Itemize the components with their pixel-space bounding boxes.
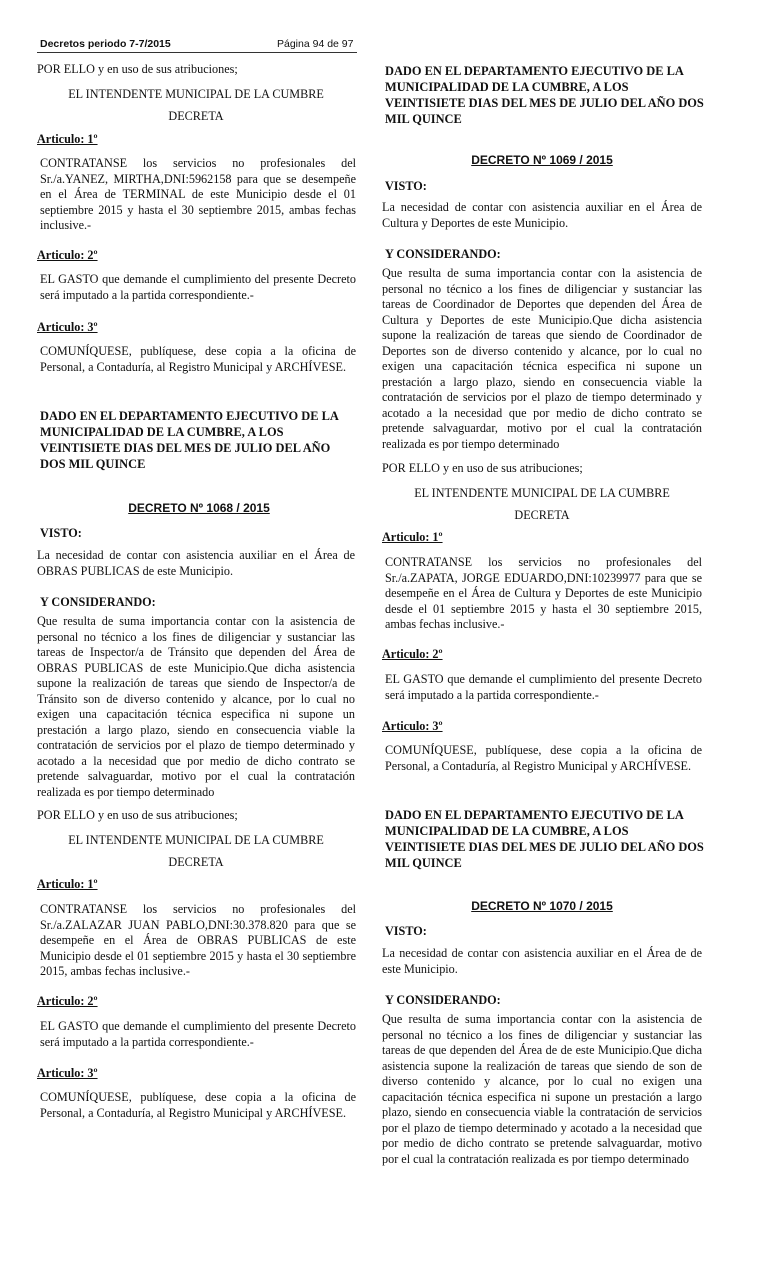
por-ello-1069: POR ELLO y en uso de sus atribuciones; [382, 461, 583, 475]
articulo-3-text-1069: COMUNÍQUESE, publíquese, dese copia a la oficina de Personal, a Contaduría, al Registro Municipal y ARCHÍVESE. [385, 743, 702, 773]
considerando-heading-1069: Y CONSIDERANDO: [385, 247, 501, 261]
considerando-text-1070: Que resulta de suma importancia contar con la asistencia de personal no técnico a los fines de diligenciar y sustanciar las tareas de que dependen del Área de de este Municipio.Que dicha asistencia supone la realización de tareas que siendo de son de diverso contenido y alcance, por lo cual no exigen una capacitación técnica especifica ni supone un prestación a largo plazo, siendo en consecuencia viable la contratación de servicios por el plazo de tiempo determinado y acotado a la necesidad que por medio de dicho contrato se pretende salvaguardar, motivo por el cual la contratación realizada es por tiempo determinado [382, 1012, 702, 1166]
articulo-1b-text: CONTRATANSE los servicios no profesionales del Sr./a.ZALAZAR JUAN PABLO,DNI:30.378.820 para que se desempeñe en el Área de OBRAS PUBLICAS de este Municipio desde el 01 septiembre 2015 y hasta el 30 septiembre 2015, ambas fechas inclusive.- [40, 902, 356, 978]
considerando-heading: Y CONSIDERANDO: [40, 595, 156, 609]
articulo-3-heading: Articulo: 3º [37, 320, 98, 334]
articulo-1-heading-1069: Articulo: 1º [382, 530, 443, 544]
articulo-3b-text: COMUNÍQUESE, publíquese, dese copia a la oficina de Personal, a Contaduría, al Registro Municipal y ARCHÍVESE. [40, 1090, 356, 1120]
visto-text: La necesidad de contar con asistencia auxiliar en el Área de OBRAS PUBLICAS de este Municipio. [37, 548, 355, 578]
articulo-2-heading: Articulo: 2º [37, 248, 98, 262]
intendente-1069: EL INTENDENTE MUNICIPAL DE LA CUMBRE [414, 486, 670, 500]
por-ello: POR ELLO y en uso de sus atribuciones; [37, 62, 238, 76]
header-page-number: Página 94 de 97 [277, 38, 354, 50]
decreto-1068-title: DECRETO Nº 1068 / 2015 [128, 501, 270, 515]
articulo-2-text-1069: EL GASTO que demande el cumplimiento del presente Decreto será imputado a la partida correspondiente.- [385, 672, 702, 702]
visto-heading: VISTO: [40, 526, 82, 540]
articulo-3-heading-1069: Articulo: 3º [382, 719, 443, 733]
visto-heading-1070: VISTO: [385, 924, 427, 938]
por-ello-2: POR ELLO y en uso de sus atribuciones; [37, 808, 238, 822]
articulo-1b-heading: Articulo: 1º [37, 877, 98, 891]
decreta-1069: DECRETA [514, 508, 570, 522]
articulo-1-text-1069: CONTRATANSE los servicios no profesionales del Sr./a.ZAPATA, JORGE EDUARDO,DNI:10239977 para que se desempeñe en el Área de Cultura y Deportes de este Municipio desde el 01 septiembre 2015 y hasta el 30 septiembre 2015, ambas fechas inclusive.- [385, 555, 702, 631]
articulo-2b-heading: Articulo: 2º [37, 994, 98, 1008]
visto-text-1070: La necesidad de contar con asistencia auxiliar en el Área de de este Municipio. [382, 946, 702, 976]
considerando-text-1069: Que resulta de suma importancia contar con la asistencia de personal no técnico a los fines de diligenciar y sustanciar las tareas de Coordinador de Deportes que dependen del Área de Cultura y Deportes de este Municipio.Que dicha asistencia supone la realización de tareas que siendo de Coordinador de Deportes son de diverso contenido y alcance, por lo cual no exigen una capacitación técnica especifica ni supone un prestación a largo plazo, siendo en consecuencia viable la contratación de servicios por el plazo de tiempo determinado y acotado a la necesidad que por medio de dicho contrato se pretende salvaguardar, motivo por el cual la contratación realizada es por tiempo determinado [382, 266, 702, 451]
considerando-text: Que resulta de suma importancia contar con la asistencia de personal no técnico a los fines de diligenciar y sustanciar las tareas de Inspector/a de Tránsito que dependen del Área de OBRAS PUBLICAS de este Municipio.Que dicha asistencia supone la realización de tareas que siendo de Inspector/a de Tránsito son de diverso contenido y alcance, por lo cual no exigen una capacitación técnica especifica ni supone un prestación a largo plazo, siendo en consecuencia viable la contratación de servicios por el plazo de tiempo determinado y acotado a la necesidad que por medio de dicho contrato se pretende salvaguardar, motivo por el cual la contratación realizada es por tiempo determinado [37, 614, 355, 799]
header-doc-title: Decretos periodo 7-7/2015 [40, 38, 171, 50]
decreto-1069-title: DECRETO Nº 1069 / 2015 [471, 153, 613, 167]
articulo-2b-text: EL GASTO que demande el cumplimiento del presente Decreto será imputado a la partida correspondiente.- [40, 1019, 356, 1049]
articulo-1-heading: Articulo: 1º [37, 132, 98, 146]
articulo-2-heading-1069: Articulo: 2º [382, 647, 443, 661]
visto-heading-1069: VISTO: [385, 179, 427, 193]
decreta-2: DECRETA [168, 855, 224, 869]
dado-en-block: DADO EN EL DEPARTAMENTO EJECUTIVO DE LA MUNICIPALIDAD DE LA CUMBRE, A LOS VEINTISIETE DIAS DEL MES DE JULIO DEL AÑO DOS MIL QUINCE [40, 409, 339, 471]
articulo-3b-heading: Articulo: 3º [37, 1066, 98, 1080]
articulo-2-text: EL GASTO que demande el cumplimiento del presente Decreto será imputado a la partida correspondiente.- [40, 272, 356, 302]
dado-en-block-1069: DADO EN EL DEPARTAMENTO EJECUTIVO DE LA MUNICIPALIDAD DE LA CUMBRE, A LOS VEINTISIETE DIAS DEL MES DE JULIO DEL AÑO DOS MIL QUINCE [385, 808, 704, 870]
articulo-1-text: CONTRATANSE los servicios no profesionales del Sr./a.YANEZ, MIRTHA,DNI:5962158 para que se desempeñe en el Área de TERMINAL de este Municipio desde el 01 septiembre 2015 y hasta el 30 septiembre 2015, ambas fechas inclusive.- [40, 156, 356, 232]
decreta: DECRETA [168, 109, 224, 123]
considerando-heading-1070: Y CONSIDERANDO: [385, 993, 501, 1007]
header-divider [37, 52, 357, 53]
visto-text-1069: La necesidad de contar con asistencia auxiliar en el Área de Cultura y Deportes de este Municipio. [382, 200, 702, 230]
intendente-2: EL INTENDENTE MUNICIPAL DE LA CUMBRE [68, 833, 324, 847]
decreto-1070-title: DECRETO Nº 1070 / 2015 [471, 899, 613, 913]
dado-en-block-top: DADO EN EL DEPARTAMENTO EJECUTIVO DE LA MUNICIPALIDAD DE LA CUMBRE, A LOS VEINTISIETE DIAS DEL MES DE JULIO DEL AÑO DOS MIL QUINCE [385, 64, 704, 126]
articulo-3-text: COMUNÍQUESE, publíquese, dese copia a la oficina de Personal, a Contaduría, al Registro Municipal y ARCHÍVESE. [40, 344, 356, 374]
intendente: EL INTENDENTE MUNICIPAL DE LA CUMBRE [68, 87, 324, 101]
